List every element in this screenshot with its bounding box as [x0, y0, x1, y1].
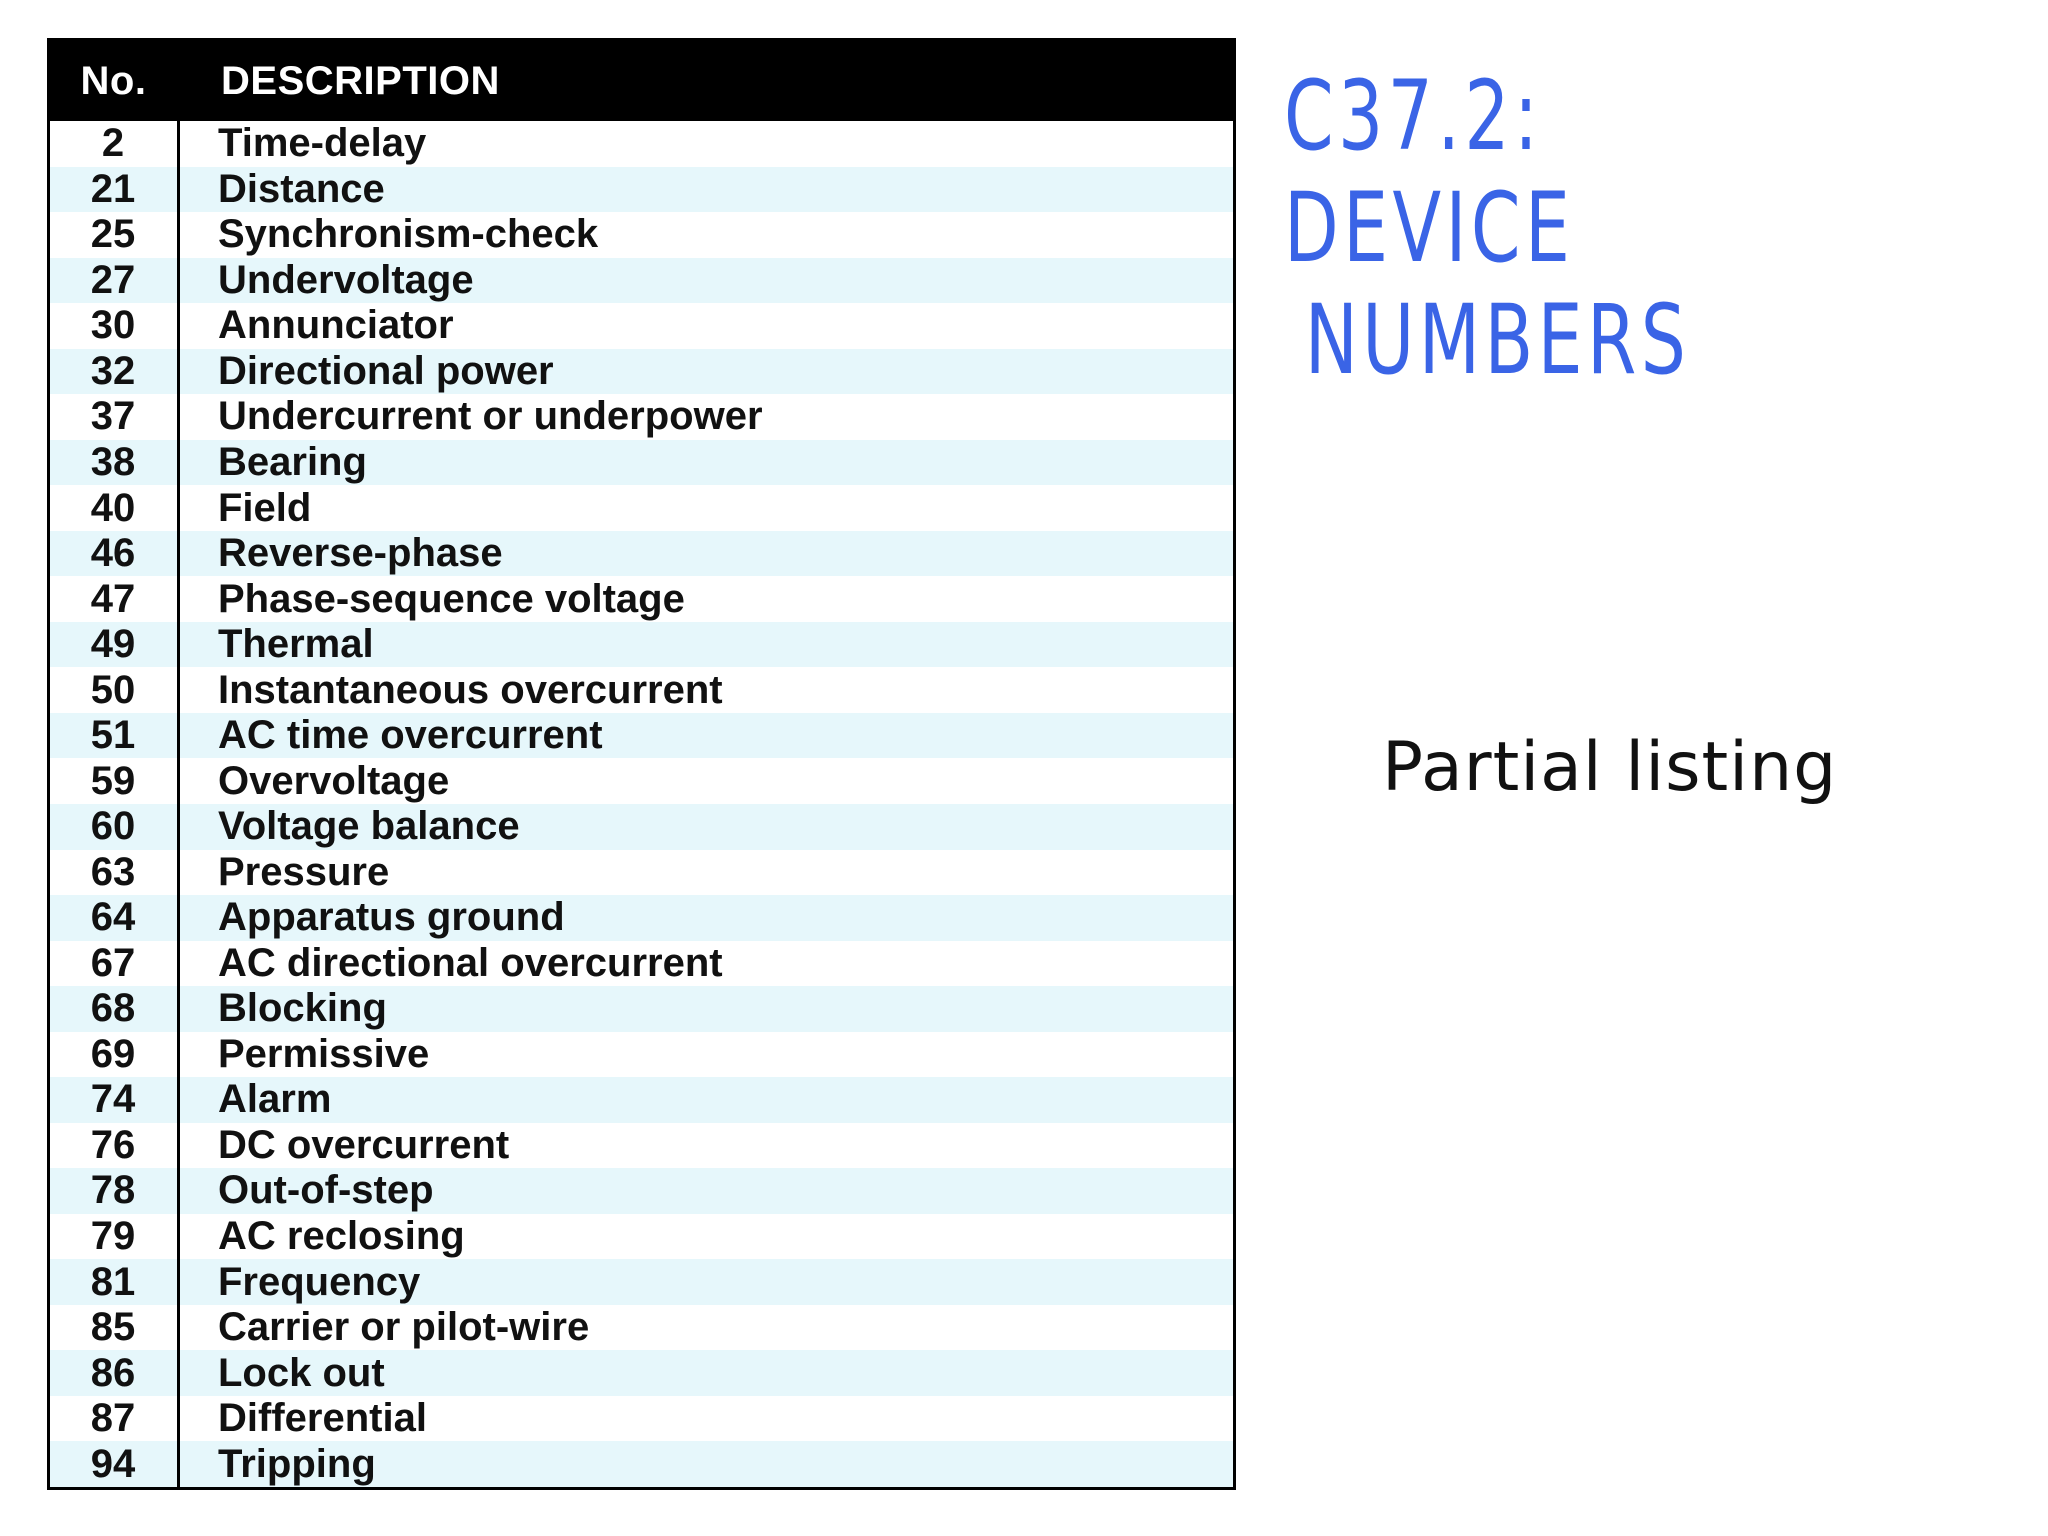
device-description: Synchronism-check — [218, 212, 599, 257]
table-rows — [50, 121, 1233, 1487]
table-row — [50, 895, 1233, 941]
device-description: Phase-sequence voltage — [218, 576, 685, 621]
table-row — [50, 121, 1233, 167]
table-row — [50, 713, 1233, 759]
device-number: 85 — [90, 1305, 136, 1350]
table-row — [50, 1123, 1233, 1169]
table-row — [50, 804, 1233, 850]
column-divider — [177, 121, 180, 1487]
device-description: Instantaneous overcurrent — [218, 667, 723, 712]
device-number: 69 — [90, 1031, 136, 1076]
device-description: Alarm — [218, 1077, 332, 1122]
table-row — [50, 485, 1233, 531]
device-description: Directional power — [218, 348, 554, 393]
device-number: 21 — [90, 166, 136, 211]
device-description: Reverse-phase — [218, 531, 503, 576]
device-number: 25 — [90, 212, 136, 257]
table-row — [50, 1305, 1233, 1351]
table-row — [50, 394, 1233, 440]
device-description: Bearing — [218, 439, 367, 484]
device-number: 40 — [90, 485, 136, 530]
table-row — [50, 1441, 1233, 1487]
device-description: Blocking — [218, 986, 387, 1031]
device-number: 46 — [90, 531, 136, 576]
table-row — [50, 1214, 1233, 1260]
device-number-table — [47, 38, 1236, 1490]
device-description: Overvoltage — [218, 758, 450, 803]
device-description: Tripping — [218, 1441, 376, 1486]
table-row — [50, 531, 1233, 577]
table-row — [50, 1396, 1233, 1442]
title-line-2: NUMBERS — [1304, 284, 1691, 396]
table-row — [50, 758, 1233, 804]
device-number: 38 — [90, 439, 136, 484]
slide-subtitle: Partial listing — [1382, 728, 1838, 807]
column-header-description: DESCRIPTION — [221, 58, 500, 103]
device-number: 94 — [90, 1441, 136, 1486]
table-row — [50, 622, 1233, 668]
table-row — [50, 850, 1233, 896]
device-number: 60 — [90, 804, 136, 849]
table-body — [50, 121, 1233, 1487]
device-number: 47 — [90, 576, 136, 621]
device-description: Time-delay — [218, 121, 427, 166]
table-row — [50, 349, 1233, 395]
table-row — [50, 576, 1233, 622]
device-description: Lock out — [218, 1350, 385, 1395]
device-number: 49 — [90, 622, 136, 667]
device-number: 76 — [90, 1122, 136, 1167]
device-description: Carrier or pilot-wire — [218, 1305, 590, 1350]
device-number: 68 — [90, 986, 136, 1031]
device-description: AC time overcurrent — [218, 713, 603, 758]
table-row — [50, 941, 1233, 987]
device-number: 81 — [90, 1259, 136, 1304]
device-description: Apparatus ground — [218, 895, 565, 940]
device-description: Distance — [218, 166, 385, 211]
device-description: Frequency — [218, 1259, 421, 1304]
device-number: 59 — [90, 758, 136, 803]
table-row — [50, 212, 1233, 258]
device-number: 67 — [90, 940, 136, 985]
device-description: Voltage balance — [218, 804, 520, 849]
table-header — [50, 41, 1233, 121]
device-number: 79 — [90, 1214, 136, 1259]
table-row — [50, 1032, 1233, 1078]
table-row — [50, 1168, 1233, 1214]
device-number: 2 — [101, 121, 125, 166]
device-number: 64 — [90, 895, 136, 940]
device-number: 32 — [90, 348, 136, 393]
table-row — [50, 1259, 1233, 1305]
device-description: AC reclosing — [218, 1214, 465, 1259]
device-description: Out-of-step — [218, 1168, 434, 1213]
device-description: Differential — [218, 1396, 427, 1441]
device-number: 37 — [90, 394, 136, 439]
column-header-no: No. — [80, 58, 147, 103]
table-row — [50, 986, 1233, 1032]
slide-title — [1284, 60, 1802, 396]
device-description: DC overcurrent — [218, 1122, 510, 1167]
title-line-1: C37.2: DEVICE — [1284, 60, 1575, 284]
device-number: 50 — [90, 667, 136, 712]
device-description: AC directional overcurrent — [218, 940, 723, 985]
table-row — [50, 1350, 1233, 1396]
table-row — [50, 667, 1233, 713]
device-description: Permissive — [218, 1031, 430, 1076]
device-number: 27 — [90, 257, 136, 302]
device-description: Undervoltage — [218, 257, 474, 302]
device-number: 78 — [90, 1168, 136, 1213]
device-number: 86 — [90, 1350, 136, 1395]
device-description: Pressure — [218, 849, 390, 894]
device-description: Thermal — [218, 622, 374, 667]
device-description: Undercurrent or underpower — [218, 394, 763, 439]
device-number: 51 — [90, 713, 136, 758]
device-description: Field — [218, 485, 312, 530]
device-number: 74 — [90, 1077, 136, 1122]
table-row — [50, 303, 1233, 349]
table-row — [50, 258, 1233, 304]
table-row — [50, 1077, 1233, 1123]
device-description: Annunciator — [218, 303, 454, 348]
device-number: 87 — [90, 1396, 136, 1441]
device-number: 63 — [90, 849, 136, 894]
table-row — [50, 440, 1233, 486]
table-row — [50, 167, 1233, 213]
device-number: 30 — [90, 303, 136, 348]
